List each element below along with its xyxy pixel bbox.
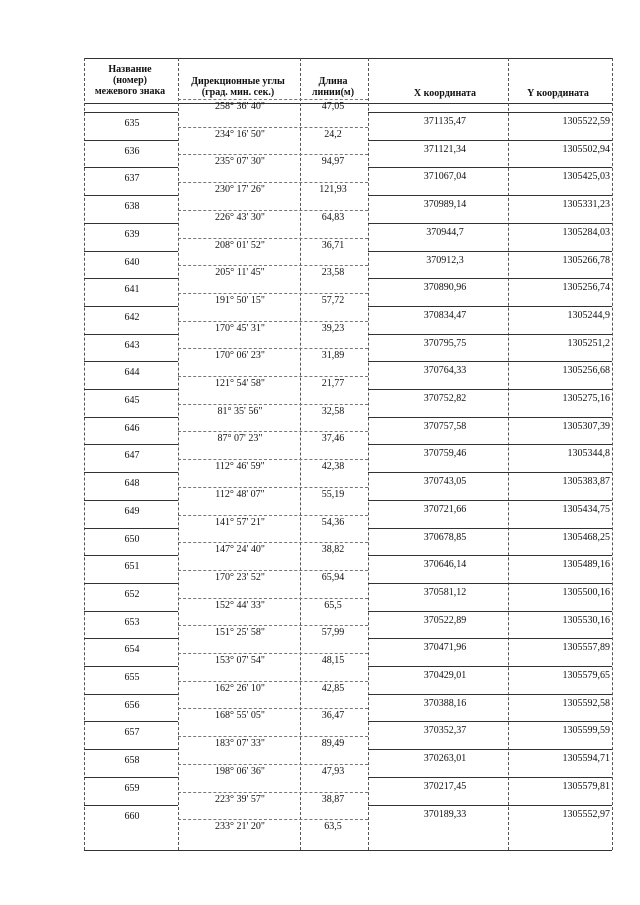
segment-length: 57,99 <box>321 627 345 639</box>
segment-angle: 147° 24' 40" <box>215 544 265 556</box>
segment-angle: 170° 06' 23" <box>215 350 265 362</box>
point-y: 1305331,23 <box>562 199 610 211</box>
segment-angle: 81° 35' 56" <box>217 405 263 417</box>
row-rule-segment <box>178 404 368 405</box>
row-rule-segment <box>178 570 368 571</box>
header-name: Название (номер) межевого знака <box>94 64 166 97</box>
point-x: 370944,7 <box>426 226 464 238</box>
column-divider <box>178 58 179 850</box>
point-x: 370471,96 <box>423 642 467 654</box>
table-bottom-rule <box>84 850 612 851</box>
point-x: 370581,12 <box>423 586 467 598</box>
row-rule-segment <box>178 154 368 155</box>
point-x: 370795,75 <box>423 337 467 349</box>
point-y: 1305434,75 <box>562 503 610 515</box>
row-rule-coords <box>368 444 612 445</box>
point-y: 1305251,2 <box>567 337 610 349</box>
point-x: 370646,14 <box>423 559 467 571</box>
column-divider <box>300 58 301 850</box>
point-name: 648 <box>124 478 140 490</box>
row-rule-name <box>84 140 178 141</box>
segment-angle: 235° 07' 30" <box>215 156 265 168</box>
segment-length: 36,47 <box>321 710 345 722</box>
row-rule-segment <box>178 348 368 349</box>
row-rule-name <box>84 278 178 279</box>
row-rule-segment <box>178 293 368 294</box>
point-name: 637 <box>124 173 140 185</box>
row-rule-name <box>84 528 178 529</box>
segment-length: 42,38 <box>321 461 345 473</box>
segment-length: 23,58 <box>321 267 345 279</box>
row-rule-name <box>84 805 178 806</box>
row-rule-name <box>84 666 178 667</box>
point-y: 1305307,39 <box>562 420 610 432</box>
row-rule-segment <box>178 542 368 543</box>
row-rule-coords <box>368 611 612 612</box>
point-name: 653 <box>124 616 140 628</box>
row-rule-name <box>84 583 178 584</box>
row-rule-name <box>84 500 178 501</box>
point-y: 1305500,16 <box>562 586 610 598</box>
row-rule-coords <box>368 694 612 695</box>
point-y: 1305344,8 <box>567 448 610 460</box>
row-rule-segment <box>178 376 368 377</box>
segment-angle: 258° 36' 40" <box>215 101 265 112</box>
segment-angle: 226° 43' 30" <box>215 211 265 223</box>
row-rule-name <box>84 749 178 750</box>
segment-length: 42,85 <box>321 682 345 694</box>
segment-length: 47,05 <box>321 101 345 112</box>
row-rule-name <box>84 611 178 612</box>
row-rule-segment <box>178 238 368 239</box>
segment-length: 39,23 <box>321 322 345 334</box>
segment-length: 32,58 <box>321 405 345 417</box>
row-rule-coords <box>368 112 612 113</box>
row-rule-name <box>84 721 178 722</box>
segment-angle: 162° 26' 10" <box>215 682 265 694</box>
point-name: 658 <box>124 755 140 767</box>
point-y: 1305502,94 <box>562 143 610 155</box>
point-name: 651 <box>124 561 140 573</box>
column-divider <box>612 58 613 850</box>
column-divider <box>508 58 509 850</box>
row-rule-coords <box>368 334 612 335</box>
point-y: 1305244,9 <box>567 309 610 321</box>
row-rule-coords <box>368 389 612 390</box>
header-angle: Дирекционные углы (град. мин. сек.) <box>191 76 285 98</box>
segment-angle: 141° 57' 21" <box>215 516 265 528</box>
segment-length: 55,19 <box>321 488 345 500</box>
point-name: 635 <box>124 118 140 129</box>
point-x: 370757,58 <box>423 420 467 432</box>
row-rule-coords <box>368 361 612 362</box>
row-rule-segment <box>178 598 368 599</box>
point-x: 370522,89 <box>423 614 467 626</box>
point-y: 1305594,71 <box>562 753 610 765</box>
segment-length: 47,93 <box>321 765 345 777</box>
point-name: 640 <box>124 256 140 268</box>
column-divider <box>84 58 85 850</box>
point-y: 1305256,68 <box>562 365 610 377</box>
point-name: 655 <box>124 672 140 683</box>
point-y: 1305266,78 <box>562 254 610 266</box>
point-y: 1305557,89 <box>562 642 610 654</box>
row-rule-segment <box>178 515 368 516</box>
point-y: 1305468,25 <box>562 531 610 543</box>
point-y: 1305275,16 <box>562 393 610 404</box>
row-rule-segment <box>178 653 368 654</box>
row-rule-coords <box>368 278 612 279</box>
segment-angle: 112° 46' 59" <box>215 461 265 473</box>
segment-angle: 170° 23' 52" <box>215 571 265 583</box>
row-rule-name <box>84 223 178 224</box>
segment-angle: 168° 55' 05" <box>215 710 265 722</box>
column-divider <box>368 58 369 850</box>
row-rule-segment <box>178 625 368 626</box>
segment-angle: 233° 21' 20" <box>215 821 265 833</box>
point-name: 643 <box>124 339 140 351</box>
point-name: 656 <box>124 699 140 711</box>
row-rule-segment <box>178 210 368 211</box>
point-x: 370678,85 <box>423 531 467 543</box>
row-rule-coords <box>368 251 612 252</box>
row-rule-segment <box>178 265 368 266</box>
row-rule-coords <box>368 777 612 778</box>
point-x: 370388,16 <box>423 697 467 709</box>
row-rule-name <box>84 195 178 196</box>
point-name: 646 <box>124 422 140 434</box>
segment-angle: 152° 44' 33" <box>215 599 265 611</box>
point-name: 657 <box>124 727 140 739</box>
segment-angle: 87° 07' 23" <box>217 433 263 445</box>
point-y: 1305425,03 <box>562 171 610 183</box>
segment-angle: 170° 45' 31" <box>215 322 265 334</box>
row-rule-name <box>84 694 178 695</box>
row-rule-coords <box>368 195 612 196</box>
point-x: 370189,33 <box>423 808 467 820</box>
segment-angle: 208° 01' 52" <box>215 239 265 251</box>
segment-length: 38,82 <box>321 544 345 556</box>
point-name: 638 <box>124 201 140 213</box>
row-rule-name <box>84 777 178 778</box>
segment-angle: 198° 06' 36" <box>215 765 265 777</box>
row-rule-segment <box>178 681 368 682</box>
point-name: 660 <box>124 810 140 822</box>
point-y: 1305592,58 <box>562 697 610 709</box>
point-x: 370263,01 <box>423 753 467 765</box>
row-rule-segment <box>178 708 368 709</box>
row-rule-name <box>84 167 178 168</box>
point-name: 647 <box>124 450 140 462</box>
row-rule-name <box>84 555 178 556</box>
point-x: 370429,01 <box>423 670 467 681</box>
header-x: X координата <box>413 88 477 99</box>
point-name: 650 <box>124 533 140 545</box>
segment-length: 65,5 <box>324 599 342 611</box>
row-rule-coords <box>368 666 612 667</box>
segment-length: 38,87 <box>321 793 345 805</box>
segment-angle: 121° 54' 58" <box>215 378 265 389</box>
point-y: 1305256,74 <box>562 282 610 294</box>
row-rule-name <box>84 638 178 639</box>
segment-length: 94,97 <box>321 156 345 168</box>
point-y: 1305284,03 <box>562 226 610 238</box>
point-name: 649 <box>124 505 140 517</box>
point-y: 1305579,65 <box>562 670 610 681</box>
point-x: 370834,47 <box>423 309 467 321</box>
point-name: 642 <box>124 311 140 323</box>
segment-length: 31,89 <box>321 350 345 362</box>
point-y: 1305579,81 <box>562 780 610 792</box>
row-rule-segment <box>178 127 368 128</box>
segment-length: 63,5 <box>324 821 342 833</box>
header-length: Длина линии(м) <box>311 76 355 98</box>
point-x: 370352,37 <box>423 725 467 737</box>
point-x: 371135,47 <box>423 116 467 127</box>
row-rule-name <box>84 334 178 335</box>
row-rule-name <box>84 417 178 418</box>
row-rule-coords <box>368 721 612 722</box>
point-x: 370721,66 <box>423 503 467 515</box>
segment-length: 65,94 <box>321 571 345 583</box>
row-rule-segment <box>178 321 368 322</box>
row-rule-segment <box>178 431 368 432</box>
row-rule-coords <box>368 417 612 418</box>
point-x: 370890,96 <box>423 282 467 294</box>
segment-length: 36,71 <box>321 239 345 251</box>
point-x: 371121,34 <box>423 143 467 155</box>
point-x: 370743,05 <box>423 476 467 488</box>
segment-angle: 205° 11' 45" <box>215 267 265 279</box>
row-rule-name <box>84 444 178 445</box>
segment-length: 89,49 <box>321 738 345 750</box>
point-y: 1305530,16 <box>562 614 610 626</box>
point-x: 370912,3 <box>426 254 464 266</box>
point-x: 370752,82 <box>423 393 467 404</box>
segment-angle: 223° 39' 57" <box>215 793 265 805</box>
row-rule-name <box>84 472 178 473</box>
point-x: 370217,45 <box>423 780 467 792</box>
segment-length: 37,46 <box>321 433 345 445</box>
point-name: 652 <box>124 588 140 600</box>
row-rule-coords <box>368 472 612 473</box>
segment-length: 48,15 <box>321 655 345 666</box>
point-x: 371067,04 <box>423 171 467 183</box>
row-rule-segment <box>178 99 368 100</box>
point-y: 1305489,16 <box>562 559 610 571</box>
row-rule-coords <box>368 638 612 639</box>
row-rule-coords <box>368 749 612 750</box>
row-rule-segment <box>178 459 368 460</box>
row-rule-name <box>84 306 178 307</box>
row-rule-name <box>84 251 178 252</box>
segment-length: 64,83 <box>321 211 345 223</box>
segment-length: 24,2 <box>324 128 342 140</box>
row-rule-segment <box>178 487 368 488</box>
point-x: 370989,14 <box>423 199 467 211</box>
row-rule-segment <box>178 182 368 183</box>
point-name: 639 <box>124 228 140 240</box>
segment-length: 57,72 <box>321 294 345 306</box>
point-y: 1305599,59 <box>562 725 610 737</box>
header-top-rule <box>84 58 612 59</box>
row-rule-name <box>84 361 178 362</box>
point-name: 636 <box>124 145 140 157</box>
segment-angle: 230° 17' 26" <box>215 184 265 196</box>
segment-angle: 153° 07' 54" <box>215 655 265 666</box>
row-rule-name <box>84 389 178 390</box>
point-y: 1305522,59 <box>562 116 610 127</box>
header-y: Y координата <box>527 88 589 99</box>
row-rule-segment <box>178 736 368 737</box>
segment-angle: 183° 07' 33" <box>215 738 265 750</box>
point-name: 659 <box>124 782 140 794</box>
point-name: 644 <box>124 367 140 379</box>
segment-length: 54,36 <box>321 516 345 528</box>
segment-length: 121,93 <box>319 184 347 196</box>
row-rule-segment <box>178 792 368 793</box>
point-x: 370764,33 <box>423 365 467 377</box>
row-rule-coords <box>368 500 612 501</box>
segment-angle: 112° 48' 07" <box>215 488 265 500</box>
row-rule-coords <box>368 140 612 141</box>
point-name: 641 <box>124 284 140 296</box>
segment-angle: 234° 16' 50" <box>215 128 265 140</box>
point-x: 370759,46 <box>423 448 467 460</box>
row-rule-coords <box>368 306 612 307</box>
row-rule-coords <box>368 223 612 224</box>
row-rule-coords <box>368 528 612 529</box>
point-y: 1305552,97 <box>562 808 610 820</box>
row-rule-segment <box>178 819 368 820</box>
segment-length: 21,77 <box>321 378 345 389</box>
point-y: 1305383,87 <box>562 476 610 488</box>
segment-angle: 151° 25' 58" <box>215 627 265 639</box>
row-rule-coords <box>368 167 612 168</box>
row-rule-coords <box>368 805 612 806</box>
row-rule-coords <box>368 583 612 584</box>
segment-angle: 191° 50' 15" <box>215 294 265 306</box>
row-rule-segment <box>178 764 368 765</box>
point-name: 654 <box>124 644 140 656</box>
row-rule-coords <box>368 555 612 556</box>
row-rule-name <box>84 112 178 113</box>
point-name: 645 <box>124 395 140 406</box>
